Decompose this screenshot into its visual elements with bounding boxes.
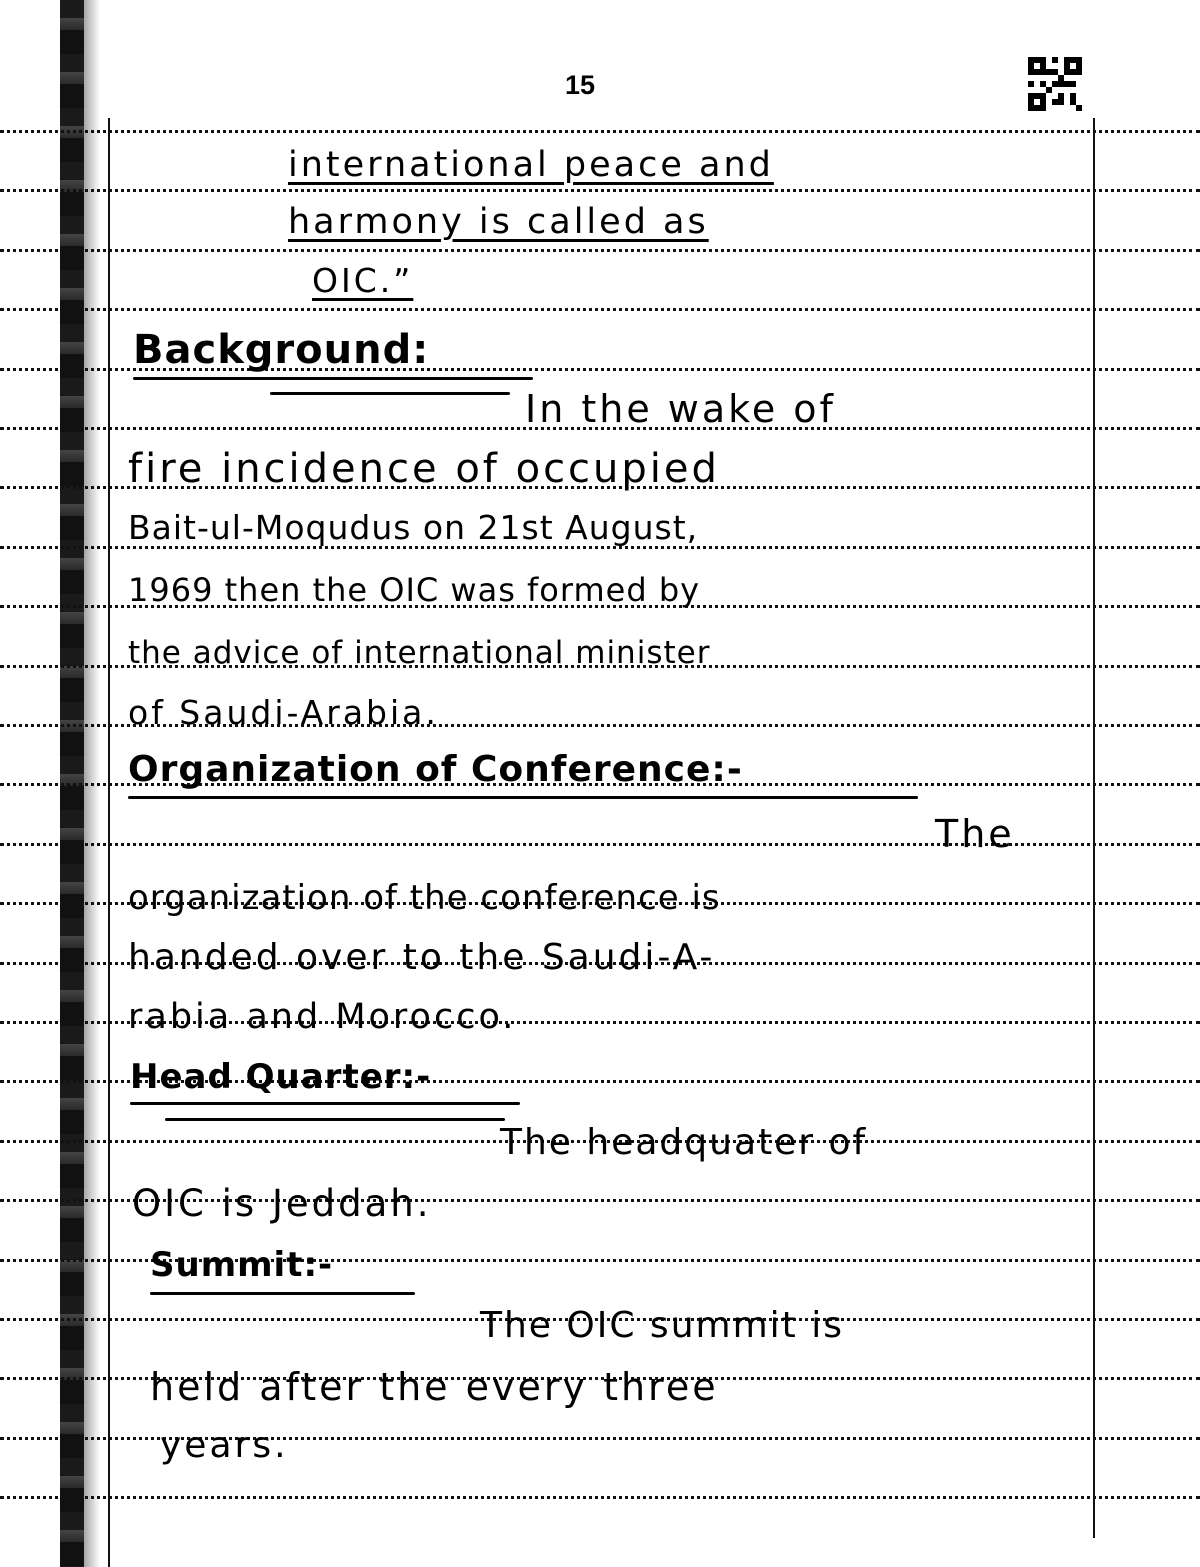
heading-underline-summit <box>150 1292 415 1295</box>
heading-background: Background: <box>133 327 430 373</box>
text-line-18: OIC is Jeddah. <box>132 1182 432 1225</box>
heading-underline <box>133 377 533 380</box>
text-line-7: Bait-ul-Moqudus on 21st August, <box>128 508 699 547</box>
ruled-line <box>0 249 1200 252</box>
text-line-9: the advice of international minister <box>128 635 711 671</box>
text-line-17: The headquater of <box>500 1122 868 1163</box>
text-line-20: The OIC summit is <box>480 1305 844 1346</box>
text-line-14: handed over to the Saudi-A- <box>128 937 716 978</box>
ruled-line <box>0 308 1200 311</box>
text-line-15: rabia and Morocco. <box>128 997 517 1037</box>
heading-summit: Summit:- <box>150 1245 334 1285</box>
text-line-3: OIC.” <box>312 261 414 300</box>
heading-underline-2 <box>270 392 510 395</box>
text-line-13: organization of the conference is <box>128 878 721 918</box>
heading-underline-headquarter-2 <box>165 1118 505 1121</box>
qr-code-icon <box>1028 57 1082 111</box>
page-number: 15 <box>564 70 596 100</box>
right-margin-line <box>1093 118 1095 1538</box>
ruled-line <box>0 1496 1200 1499</box>
text-line-21: held after the every three <box>150 1365 719 1409</box>
heading-underline-organization <box>128 796 918 799</box>
text-line-1: international peace and <box>288 145 774 185</box>
left-margin-line <box>108 118 110 1567</box>
text-line-2: harmony is called as <box>288 202 709 242</box>
heading-headquarter: Head Quarter:- <box>130 1057 432 1097</box>
heading-organization: Organization of Conference:- <box>128 749 743 790</box>
ruled-line <box>0 843 1200 846</box>
text-line-5: In the wake of <box>525 387 836 431</box>
text-line-22: years. <box>160 1425 289 1466</box>
text-line-12: The <box>935 812 1015 856</box>
ruled-line <box>0 130 1200 133</box>
text-line-8: 1969 then the OIC was formed by <box>128 571 701 609</box>
heading-underline-headquarter <box>130 1102 520 1105</box>
text-line-10: of Saudi-Arabia. <box>128 693 439 732</box>
text-line-6: fire incidence of occupied <box>128 446 720 492</box>
ruled-line <box>0 189 1200 192</box>
